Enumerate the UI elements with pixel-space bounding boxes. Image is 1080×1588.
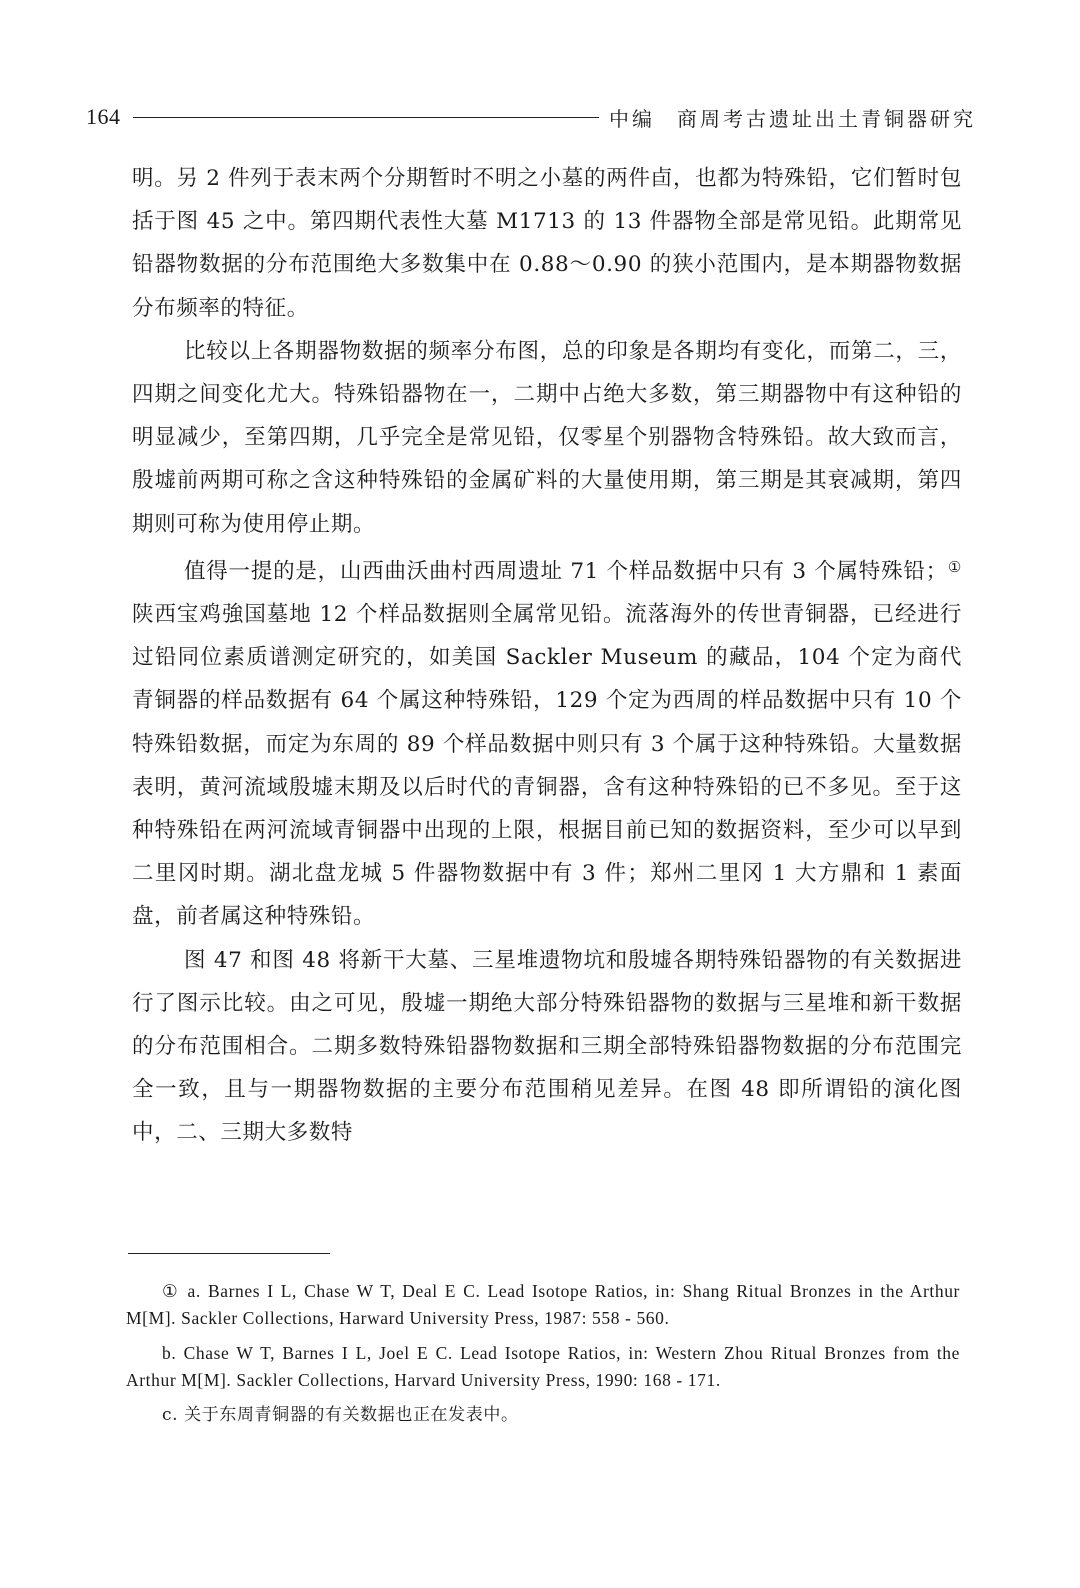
footnote-b-label: b. (162, 1343, 177, 1363)
header-rule (133, 117, 600, 118)
footnote-b (126, 1340, 960, 1394)
paragraph-3 (132, 546, 962, 939)
footnote-c (126, 1402, 960, 1429)
footnote-reference[interactable]: ① (947, 557, 962, 576)
footnote-rule (128, 1253, 330, 1254)
footnote-c-label: c. (162, 1405, 179, 1425)
footnote-a (126, 1278, 960, 1332)
footnote-a-label: ① a. (162, 1281, 201, 1301)
footnotes (126, 1278, 960, 1437)
running-header (86, 100, 976, 134)
paragraph-4: 图 47 和图 48 将新干大墓、三星堆遗物坑和殷墟各期特殊铅器物的有关数据进行了图示比较。由之可见，殷墟一期绝大部分特殊铅器物的数据与三星堆和新干数据的分布范围相合。二期多数特殊铅器物数据和三期全部特殊铅器物数据的分布范围完全一致，且与一期器物数据的主要分布范围稍见差异。在图 48 即所谓铅的演化图中，二、三期大多数特 (132, 947, 962, 1146)
paragraph-1: 明。另 2 件列于表末两个分期暂时不明之小墓的两件卣，也都为特殊铅，它们暂时包括于图 45 之中。第四期代表性大墓 M1713 的 13 件器物全部是常见铅。此期常见铅器物数据的分布范围绝大多数集中在 0.88～0.90 的狭小范围内，是本期器物数据分布频率的特征。 (132, 166, 962, 321)
paragraph-3-rest: 陕西宝鸡強国墓地 12 个样品数据则全属常见铅。流落海外的传世青铜器，已经进行过铅同位素质谱测定研究的，如美国 Sackler Museum 的藏品，104 个定为商代青铜器的样品数据有 64 个属这种特殊铅，129 个定为西周的样品数据中只有 10 个特殊铅数据，而定为东周的 89 个样品数据中则只有 3 个属于这种特殊铅。大量数据表明，黄河流域殷墟末期及以后时代的青铜器，含有这种特殊铅的已不多见。至于这种特殊铅在两河流域青铜器中出现的上限，根据目前已知的数据资料，至少可以早到二里冈时期。湖北盘龙城 5 件器物数据中有 3 件；郑州二里冈 1 大方鼎和 1 素面盘，前者属这种特殊铅。 (132, 602, 962, 930)
header-title (609, 103, 976, 132)
footnote-a-text: Barnes I L, Chase W T, Deal E C. Lead Isotope Ratios, in: Shang Ritual Bronzes in the Arthur M[M]. Sackler Collections, Harward University Press, 1987: 558 - 560. (126, 1281, 960, 1328)
footnote-c-text: 关于东周青铜器的有关数据也正在发表中。 (184, 1405, 519, 1425)
header-section: 中编 (609, 106, 655, 131)
paragraph-3-lead: 值得一提的是，山西曲沃曲村西周遗址 71 个样品数据中只有 3 个属特殊铅； (184, 558, 948, 584)
footnote-b-text: Chase W T, Barnes I L, Joel E C. Lead Isotope Ratios, in: Western Zhou Ritual Bronzes from the Arthur M[M]. Sackler Collections, Harvard University Press, 1990: 168 - 171. (126, 1343, 960, 1390)
page-number: 164 (86, 104, 121, 129)
body-text (132, 157, 962, 1155)
header-book-title: 商周考古遗址出土青铜器研究 (677, 106, 976, 131)
paragraph-2: 比较以上各期器物数据的频率分布图，总的印象是各期均有变化，而第二，三，四期之间变化尤大。特殊铅器物在一，二期中占绝大多数，第三期器物中有这种铅的明显减少，至第四期，几乎完全是常见铅，仅零星个别器物含特殊铅。故大致而言，殷墟前两期可称之含这种特殊铅的金属矿料的大量使用期，第三期是其衰减期，第四期则可称为使用停止期。 (132, 338, 962, 537)
